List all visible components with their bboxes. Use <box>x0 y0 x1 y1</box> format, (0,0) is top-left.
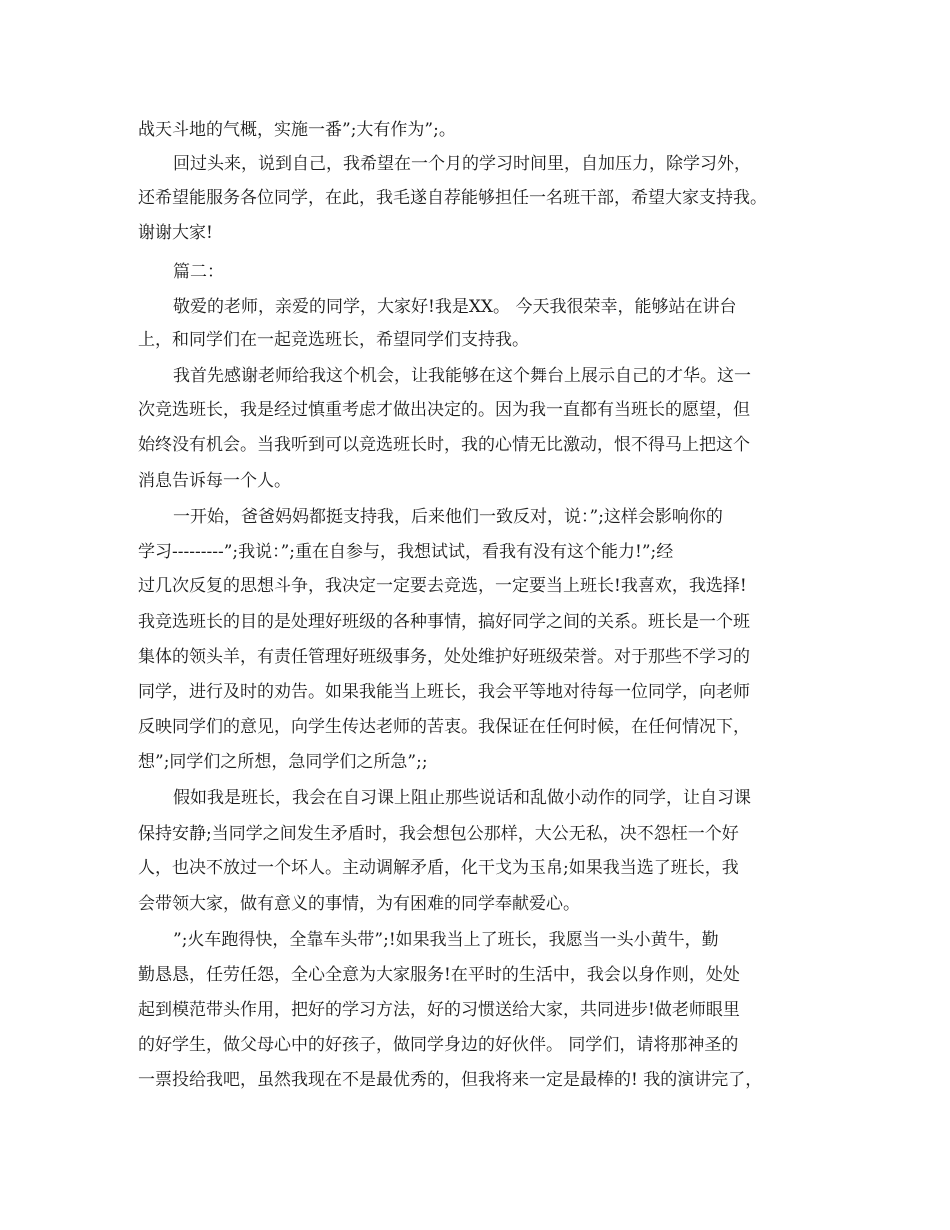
text-line: 一票投给我吧，虽然我现在不是最优秀的，但我将来一定是最棒的! 我的演讲完了， <box>138 1070 763 1090</box>
text-line: 我首先感谢老师给我这个机会，让我能够在这个舞台上展示自己的才华。这一 <box>173 366 751 386</box>
text-line: 战天斗地的气概，实施一番”;大有作为”;。 <box>138 120 456 140</box>
text-line: 会带领大家，做有意义的事情，为有困难的同学奉献爱心。 <box>138 894 580 914</box>
text-line: 回过头来，说到自己，我希望在一个月的学习时间里，自加压力，除学习外， <box>173 154 751 174</box>
text-line: 过几次反复的思想斗争，我决定一定要去竞选，一定要当上班长!我喜欢，我选择! <box>138 576 747 596</box>
section-heading: 篇二： <box>173 262 224 282</box>
text-line: 假如我是班长，我会在自习课上阻止那些说话和乱做小动作的同学，让自习课 <box>173 788 751 808</box>
text-line: 上，和同学们在一起竞选班长，希望同学们支持我。 <box>138 330 529 350</box>
text-line: 起到模范带头作用，把好的学习方法，好的习惯送给大家，共同进步!做老师眼里 <box>138 1000 740 1020</box>
text-line: 同学，进行及时的劝告。如果我能当上班长，我会平等地对待每一位同学，向老师 <box>138 682 750 702</box>
text-line: 次竞选班长，我是经过慎重考虑才做出决定的。因为我一直都有当班长的愿望，但 <box>138 400 750 420</box>
text-line: 消息告诉每一个人。 <box>138 471 291 491</box>
text-line: 勤恳恳，任劳任怨，全心全意为大家服务!在平时的生活中，我会以身作则，处处 <box>138 965 740 985</box>
text-line: 谢谢大家! <box>138 223 213 243</box>
text-line: 人，也决不放过一个坏人。主动调解矛盾，化干戈为玉帛;如果我当选了班长，我 <box>138 858 739 878</box>
text-line: 一开始，爸爸妈妈都挺支持我，后来他们一致反对，说：”;这样会影响你的 <box>173 507 723 527</box>
text-line: 学习---------”;我说：”;重在自参与，我想试试，看我有没有这个能力!”;经 <box>138 542 674 562</box>
text-line: 保持安静;当同学之间发生矛盾时，我会想包公那样，大公无私，决不怨枉一个好 <box>138 824 739 844</box>
text-line: 反映同学们的意见，向学生传达老师的苦衷。我保证在任何时候，在任何情况下， <box>138 717 750 737</box>
text-line: 敬爱的老师，亲爱的同学，大家好!我是XX。 今天我很荣幸，能够站在讲台 <box>173 297 737 317</box>
text-line: 集体的领头羊，有责任管理好班级事务，处处维护好班级荣誉。对于那些不学习的 <box>138 647 750 667</box>
text-line: 始终没有机会。当我听到可以竞选班长时，我的心情无比激动，恨不得马上把这个 <box>138 435 750 455</box>
text-line: 的好学生，做父母心中的好孩子，做同学身边的好伙伴。 同学们，请将那神圣的 <box>138 1035 739 1055</box>
text-line: 我竞选班长的目的是处理好班级的各种事情，搞好同学之间的关系。班长是一个班 <box>138 612 750 632</box>
text-line: ”;火车跑得快，全靠车头带”;!如果我当上了班长，我愿当一头小黄牛，勤 <box>173 930 719 950</box>
text-line: 想”;同学们之所想，急同学们之所急”;; <box>138 752 428 772</box>
text-line: 还希望能服务各位同学，在此，我毛遂自荐能够担任一名班干部，希望大家支持我。 <box>138 188 767 208</box>
